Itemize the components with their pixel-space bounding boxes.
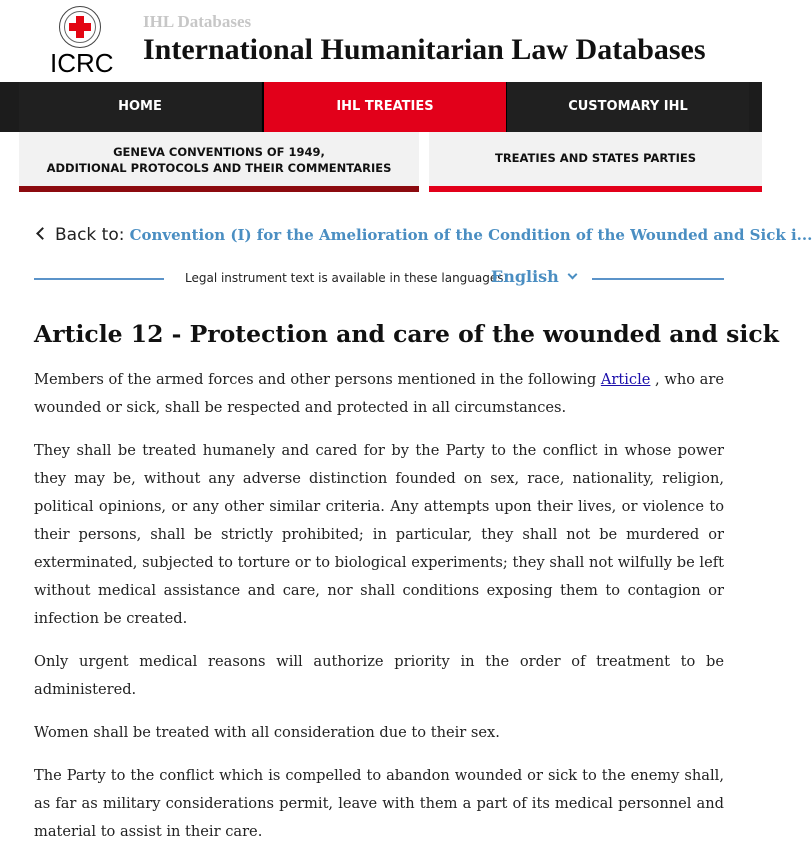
subnav-left-line1: GENEVA CONVENTIONS OF 1949, (113, 145, 325, 159)
language-select[interactable] (491, 267, 576, 286)
site-header (0, 0, 762, 82)
breadcrumb-back (38, 225, 812, 251)
back-link[interactable]: Convention (I) for the Amelioration of the Condition of the Wounded and Sick i... (129, 226, 812, 244)
article-paragraph: Only urgent medical reasons will authorize priority in the order of treatment to be administered. (34, 653, 724, 698)
main-nav (0, 82, 762, 132)
subnav-geneva-conventions[interactable] (19, 132, 419, 192)
nav-customary-ihl[interactable]: CUSTOMARY IHL (507, 82, 749, 132)
divider-line (34, 278, 164, 280)
back-label: Back to: (55, 225, 125, 245)
article-paragraph: Women shall be treated with all consideration due to their sex. (34, 724, 500, 741)
article-paragraph: They shall be treated humanely and cared for by the Party to the conflict in whose power they may be, without any adverse distinction founded on sex, race, nationality, religion, political opinions, or any other similar criteria. Any attempts upon their lives, or violence to their persons, shall be strictly prohibited; in particular, they shall not be murdered or exterminated, subjected to torture or to biological experiments; they shall not wilfully be left without medical assistance and care, nor shall conditions exposing them to contagion or infection be created. (34, 442, 724, 627)
language-bar (34, 264, 724, 294)
article-paragraph: The Party to the conflict which is compelled to abandon wounded or sick to the enemy shall, as far as military considerations permit, leave with them a part of its medical personnel and material to assist in their care. (34, 767, 724, 840)
article-paragraph: Members of the armed forces and other persons mentioned in the following Article , who are wounded or sick, shall be respected and protected in all circumstances. (34, 371, 724, 416)
icrc-logo[interactable] (44, 6, 116, 76)
subnav-left-line2: ADDITIONAL PROTOCOLS AND THEIR COMMENTARIES (46, 161, 392, 175)
article-title: Article 12 - Protection and care of the wounded and sick (34, 320, 779, 348)
chevron-left-icon (36, 227, 49, 240)
site-kicker: IHL Databases (143, 12, 252, 31)
language-selected: English (491, 267, 559, 286)
site-title[interactable]: International Humanitarian Law Databases (143, 33, 706, 66)
article-body (34, 320, 779, 861)
divider-line (592, 278, 724, 280)
chevron-down-icon (567, 270, 577, 280)
language-label: Legal instrument text is available in these languages (185, 271, 504, 285)
red-cross-emblem-icon (59, 6, 101, 48)
logo-text: ICRC (50, 48, 114, 78)
nav-home[interactable]: HOME (19, 82, 261, 132)
article-link[interactable]: Article (600, 371, 651, 388)
nav-ihl-treaties[interactable]: IHL TREATIES (264, 82, 506, 132)
subnav-treaties-states-parties[interactable]: TREATIES AND STATES PARTIES (429, 132, 762, 192)
